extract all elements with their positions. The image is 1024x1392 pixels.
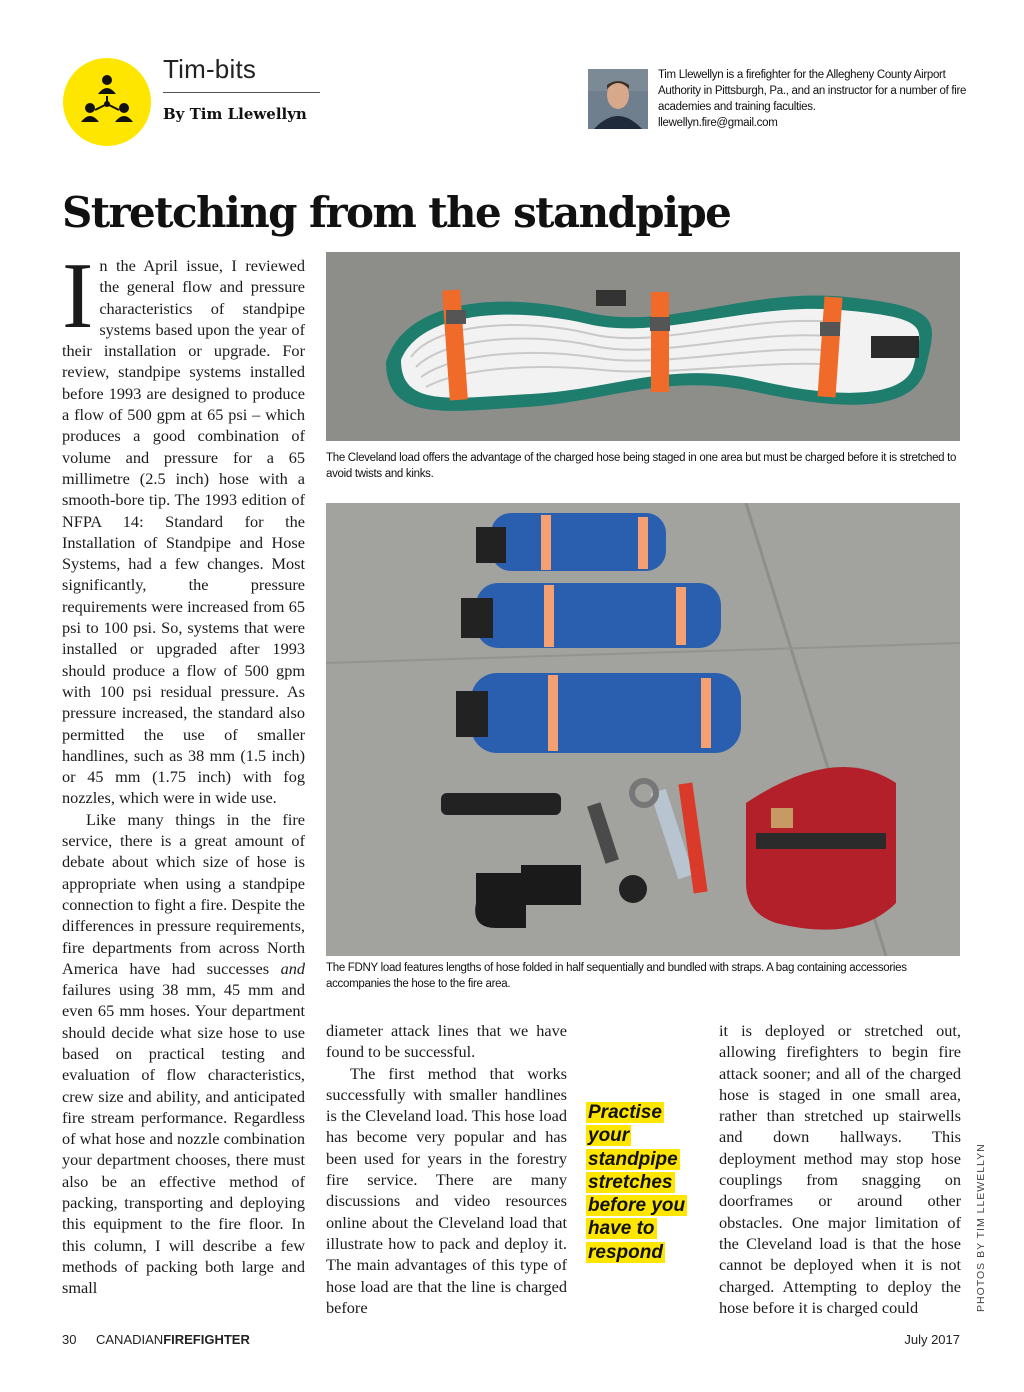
fdny-load-photo bbox=[326, 503, 960, 956]
page-number: 30 bbox=[62, 1332, 77, 1347]
issue-date: July 2017 bbox=[904, 1332, 960, 1347]
author-photo bbox=[588, 69, 648, 129]
author-bio bbox=[658, 67, 968, 131]
column-logo bbox=[63, 58, 151, 146]
byline: By Tim Llewellyn bbox=[163, 105, 307, 123]
body-column-2 bbox=[326, 1020, 567, 1318]
paragraph-1 bbox=[62, 244, 305, 809]
dropcap: I bbox=[62, 244, 94, 348]
magazine-bold: FIREFIGHTER bbox=[163, 1332, 250, 1347]
magazine-prefix: CANADIAN bbox=[96, 1332, 164, 1347]
body-column-3 bbox=[719, 1020, 961, 1318]
paragraph-2-text-b: failures using 38 mm, 45 mm and even 65 mm hoses. Your department should decide what size hose to use based on practical testing and evaluation of flow characteristics, crew size and ability, and anticipated fire stream performance. Regardless of what hose and nozzle combination your department chooses, there must also be an effective method of packing, transporting and deploying this equipment to the fire floor. In this column, I will describe a few methods of packing both large and small bbox=[62, 980, 305, 1298]
paragraph-2 bbox=[62, 809, 305, 1299]
paragraph-5: it is deployed or stretched out, allowing firefighters to begin fire attack sooner; and all of the charged hose is staged in one small area, rather than stretched up stairwells and down hallways. This deployment method may stop hose couplings from snagging on doorframes or around other obstacles. One major limitation of the Cleveland load is that the hose cannot be deployed when it is not charged. Attempting to deploy the hose before it is charged could bbox=[719, 1021, 961, 1317]
paragraph-3: diameter attack lines that we have found to be successful. bbox=[326, 1021, 567, 1062]
paragraph-1-text: n the April issue, I reviewed the general flow and pressure characteristics of standpipe systems based upon the year of their installation or upgrade. For review, standpipe systems installed before 1993 are designed to produce a flow of 500 gpm at 65 psi – which produces a good combination of volume and pressure for a 65 millimetre (2.5 inch) hose with a smooth-bore tip. The 1993 edition of NFPA 14: Standard for the Installation of Standpipe and Hose Systems, had a few changes. Most significantly, the pressure requirements were increased from 65 psi to 100 psi. So, systems that were installed or upgraded after 1993 should produce a flow of 500 gpm with 100 psi residual pressure. As pressure increased, the standard also permitted the use of smaller handlines, such as 38 mm (1.5 inch) or 45 mm (1.75 inch) with fog nozzles, which were in wide use. bbox=[62, 256, 305, 808]
body-column-1 bbox=[62, 244, 305, 1299]
paragraph-2-emphasis: and bbox=[280, 958, 305, 978]
pull-quote-text: Practise your standpipe stretches before you have to respond bbox=[588, 1102, 686, 1263]
author-email[interactable]: llewellyn.fire@gmail.com bbox=[658, 117, 778, 129]
column-name: Tim-bits bbox=[163, 54, 257, 84]
pull-quote bbox=[586, 1101, 706, 1264]
caption-fdny-load: The FDNY load features lengths of hose folded in half sequentially and bundled with straps. A bag containing accessories accompanies the hose to the fire area. bbox=[326, 962, 907, 990]
caption-cleveland-load: The Cleveland load offers the advantage of the charged hose being staged in one area but must be charged before it is stretched to avoid twists and kinks. bbox=[326, 452, 957, 480]
people-network-icon bbox=[63, 58, 151, 146]
column-rule bbox=[163, 92, 320, 93]
cleveland-load-photo bbox=[326, 252, 960, 441]
paragraph-4: The first method that works successfully with smaller handlines is the Cleveland load. This hose load has become very popular and has been used for years in the forestry fire service. There are many discussions and video resources online about the Cleveland load that illustrate how to pack and deploy it. The main advantages of this type of hose load are that the line is charged before bbox=[326, 1063, 567, 1317]
magazine-name bbox=[96, 1332, 250, 1347]
headline: Stretching from the standpipe bbox=[62, 188, 731, 237]
author-bio-text: Tim Llewellyn is a firefighter for the Allegheny County Airport Authority in Pittsburgh, Pa., and an instructor for a number of fire academies and training faculties. bbox=[658, 69, 967, 113]
photo-credit: PHOTOS BY TIM LLEWELLYN bbox=[975, 1143, 987, 1312]
paragraph-2-text-a: Like many things in the fire service, there is a great amount of debate about which size of hose is appropriate when using a standpipe connection to fight a fire. Despite the differences in pressure requirements, fire departments from across North America have had successes bbox=[62, 809, 305, 978]
